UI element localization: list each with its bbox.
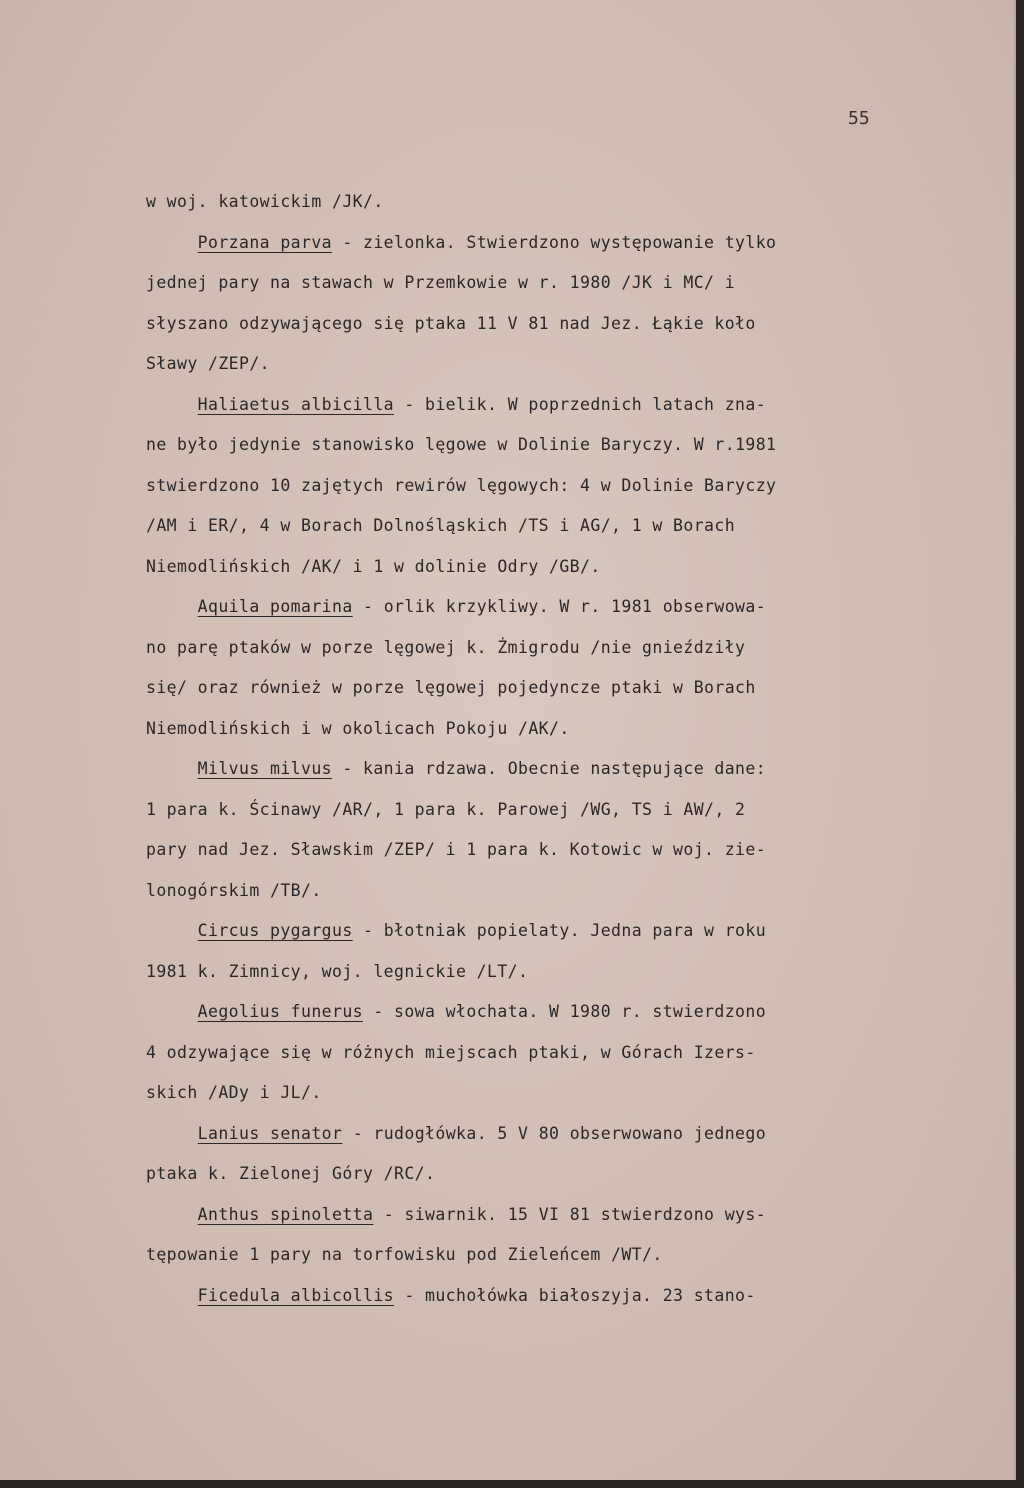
line-text: - kania rdzawa. Obecnie następujące dane: bbox=[332, 759, 767, 778]
line-text: Sławy /ZEP/. bbox=[146, 354, 271, 373]
indent bbox=[146, 1286, 198, 1305]
body-text bbox=[146, 182, 906, 1316]
page-number: 55 bbox=[848, 108, 870, 129]
line-text: - siwarnik. 15 VI 81 stwierdzono wys- bbox=[373, 1204, 767, 1224]
species-name: Haliaetus albicilla bbox=[197, 394, 395, 414]
species-name: Porzana parva bbox=[197, 232, 333, 252]
text-line bbox=[146, 263, 906, 304]
line-text: 4 odzywające się w różnych miejscach ptaki, w Górach Izers- bbox=[146, 1042, 756, 1062]
line-text: no parę ptaków w porze lęgowej k. Żmigrodu /nie gnieździły bbox=[146, 637, 746, 657]
line-text: 1981 k. Zimnicy, woj. legnickie /LT/. bbox=[146, 961, 529, 981]
indent bbox=[146, 1124, 198, 1143]
text-line bbox=[146, 992, 906, 1033]
line-text: Niemodlińskich /AK/ i 1 w dolinie Odry /GB/. bbox=[146, 556, 601, 576]
line-text: /AM i ER/, 4 w Borach Dolnośląskich /TS i AG/, 1 w Borach bbox=[146, 516, 736, 535]
text-line bbox=[146, 425, 906, 466]
text-line bbox=[146, 749, 906, 790]
line-text: tępowanie 1 pary na torfowisku pod Zieleńcem /WT/. bbox=[146, 1245, 663, 1264]
line-text: 1 para k. Ścinawy /AR/, 1 para k. Parowej /WG, TS i AW/, 2 bbox=[146, 799, 746, 819]
line-text: - muchołówka białoszyja. 23 stano- bbox=[394, 1285, 756, 1305]
indent bbox=[146, 1002, 198, 1021]
indent bbox=[146, 233, 198, 252]
line-text: lonogórskim /TB/. bbox=[146, 880, 322, 900]
species-name: Aegolius funerus bbox=[197, 1002, 364, 1021]
line-text: - bielik. W poprzednich latach zna- bbox=[394, 394, 767, 414]
text-line bbox=[146, 1114, 906, 1155]
text-line bbox=[146, 668, 906, 709]
text-line bbox=[146, 628, 906, 669]
text-line bbox=[146, 1073, 906, 1114]
text-line bbox=[146, 1235, 906, 1276]
text-line bbox=[146, 1276, 906, 1317]
species-name: Ficedula albicollis bbox=[197, 1285, 395, 1305]
line-text: - sowa włochata. W 1980 r. stwierdzono bbox=[363, 1002, 767, 1021]
text-line bbox=[146, 344, 906, 385]
line-text: - zielonka. Stwierdzono występowanie tylko bbox=[332, 232, 777, 252]
line-text: stwierdzono 10 zajętych rewirów lęgowych: 4 w Dolinie Baryczy bbox=[146, 475, 777, 495]
line-text: się/ oraz również w porze lęgowej pojedyncze ptaki w Borach bbox=[146, 678, 756, 697]
text-line bbox=[146, 952, 906, 993]
line-text: - błotniak popielaty. Jedna para w roku bbox=[352, 921, 767, 940]
text-line bbox=[146, 790, 906, 831]
text-line bbox=[146, 871, 906, 912]
indent bbox=[146, 921, 198, 940]
indent bbox=[146, 759, 198, 778]
text-line bbox=[146, 1195, 906, 1236]
text-line bbox=[146, 911, 906, 952]
text-line bbox=[146, 830, 906, 871]
species-name: Lanius senator bbox=[197, 1123, 343, 1143]
text-line bbox=[146, 223, 906, 264]
line-text: słyszano odzywającego się ptaka 11 V 81 nad Jez. Łąkie koło bbox=[146, 313, 756, 333]
line-text: skich /ADy i JL/. bbox=[146, 1083, 322, 1102]
text-line bbox=[146, 587, 906, 628]
indent bbox=[146, 597, 198, 616]
line-text: pary nad Jez. Sławskim /ZEP/ i 1 para k. Kotowic w woj. zie- bbox=[146, 840, 767, 859]
text-line bbox=[146, 182, 906, 223]
text-line bbox=[146, 506, 906, 547]
text-line bbox=[146, 709, 906, 750]
line-text: - rudogłówka. 5 V 80 obserwowano jednego bbox=[342, 1123, 767, 1143]
text-line bbox=[146, 385, 906, 426]
species-name: Circus pygargus bbox=[197, 921, 353, 940]
line-text: Niemodlińskich i w okolicach Pokoju /AK/. bbox=[146, 718, 570, 738]
line-text: ptaka k. Zielonej Góry /RC/. bbox=[146, 1164, 436, 1183]
species-name: Milvus milvus bbox=[197, 759, 333, 778]
species-name: Anthus spinoletta bbox=[197, 1204, 374, 1224]
text-line bbox=[146, 1154, 906, 1195]
text-line bbox=[146, 304, 906, 345]
line-text: w woj. katowickim /JK/. bbox=[146, 192, 384, 211]
line-text: ne było jedynie stanowisko lęgowe w Dolinie Baryczy. W r.1981 bbox=[146, 435, 777, 454]
text-line bbox=[146, 547, 906, 588]
species-name: Aquila pomarina bbox=[197, 597, 353, 616]
text-line bbox=[146, 466, 906, 507]
indent bbox=[146, 1205, 198, 1224]
line-text: jednej pary na stawach w Przemkowie w r. 1980 /JK i MC/ i bbox=[146, 273, 736, 292]
indent bbox=[146, 395, 198, 414]
text-line bbox=[146, 1033, 906, 1074]
line-text: - orlik krzykliwy. W r. 1981 obserwowa- bbox=[352, 597, 767, 616]
